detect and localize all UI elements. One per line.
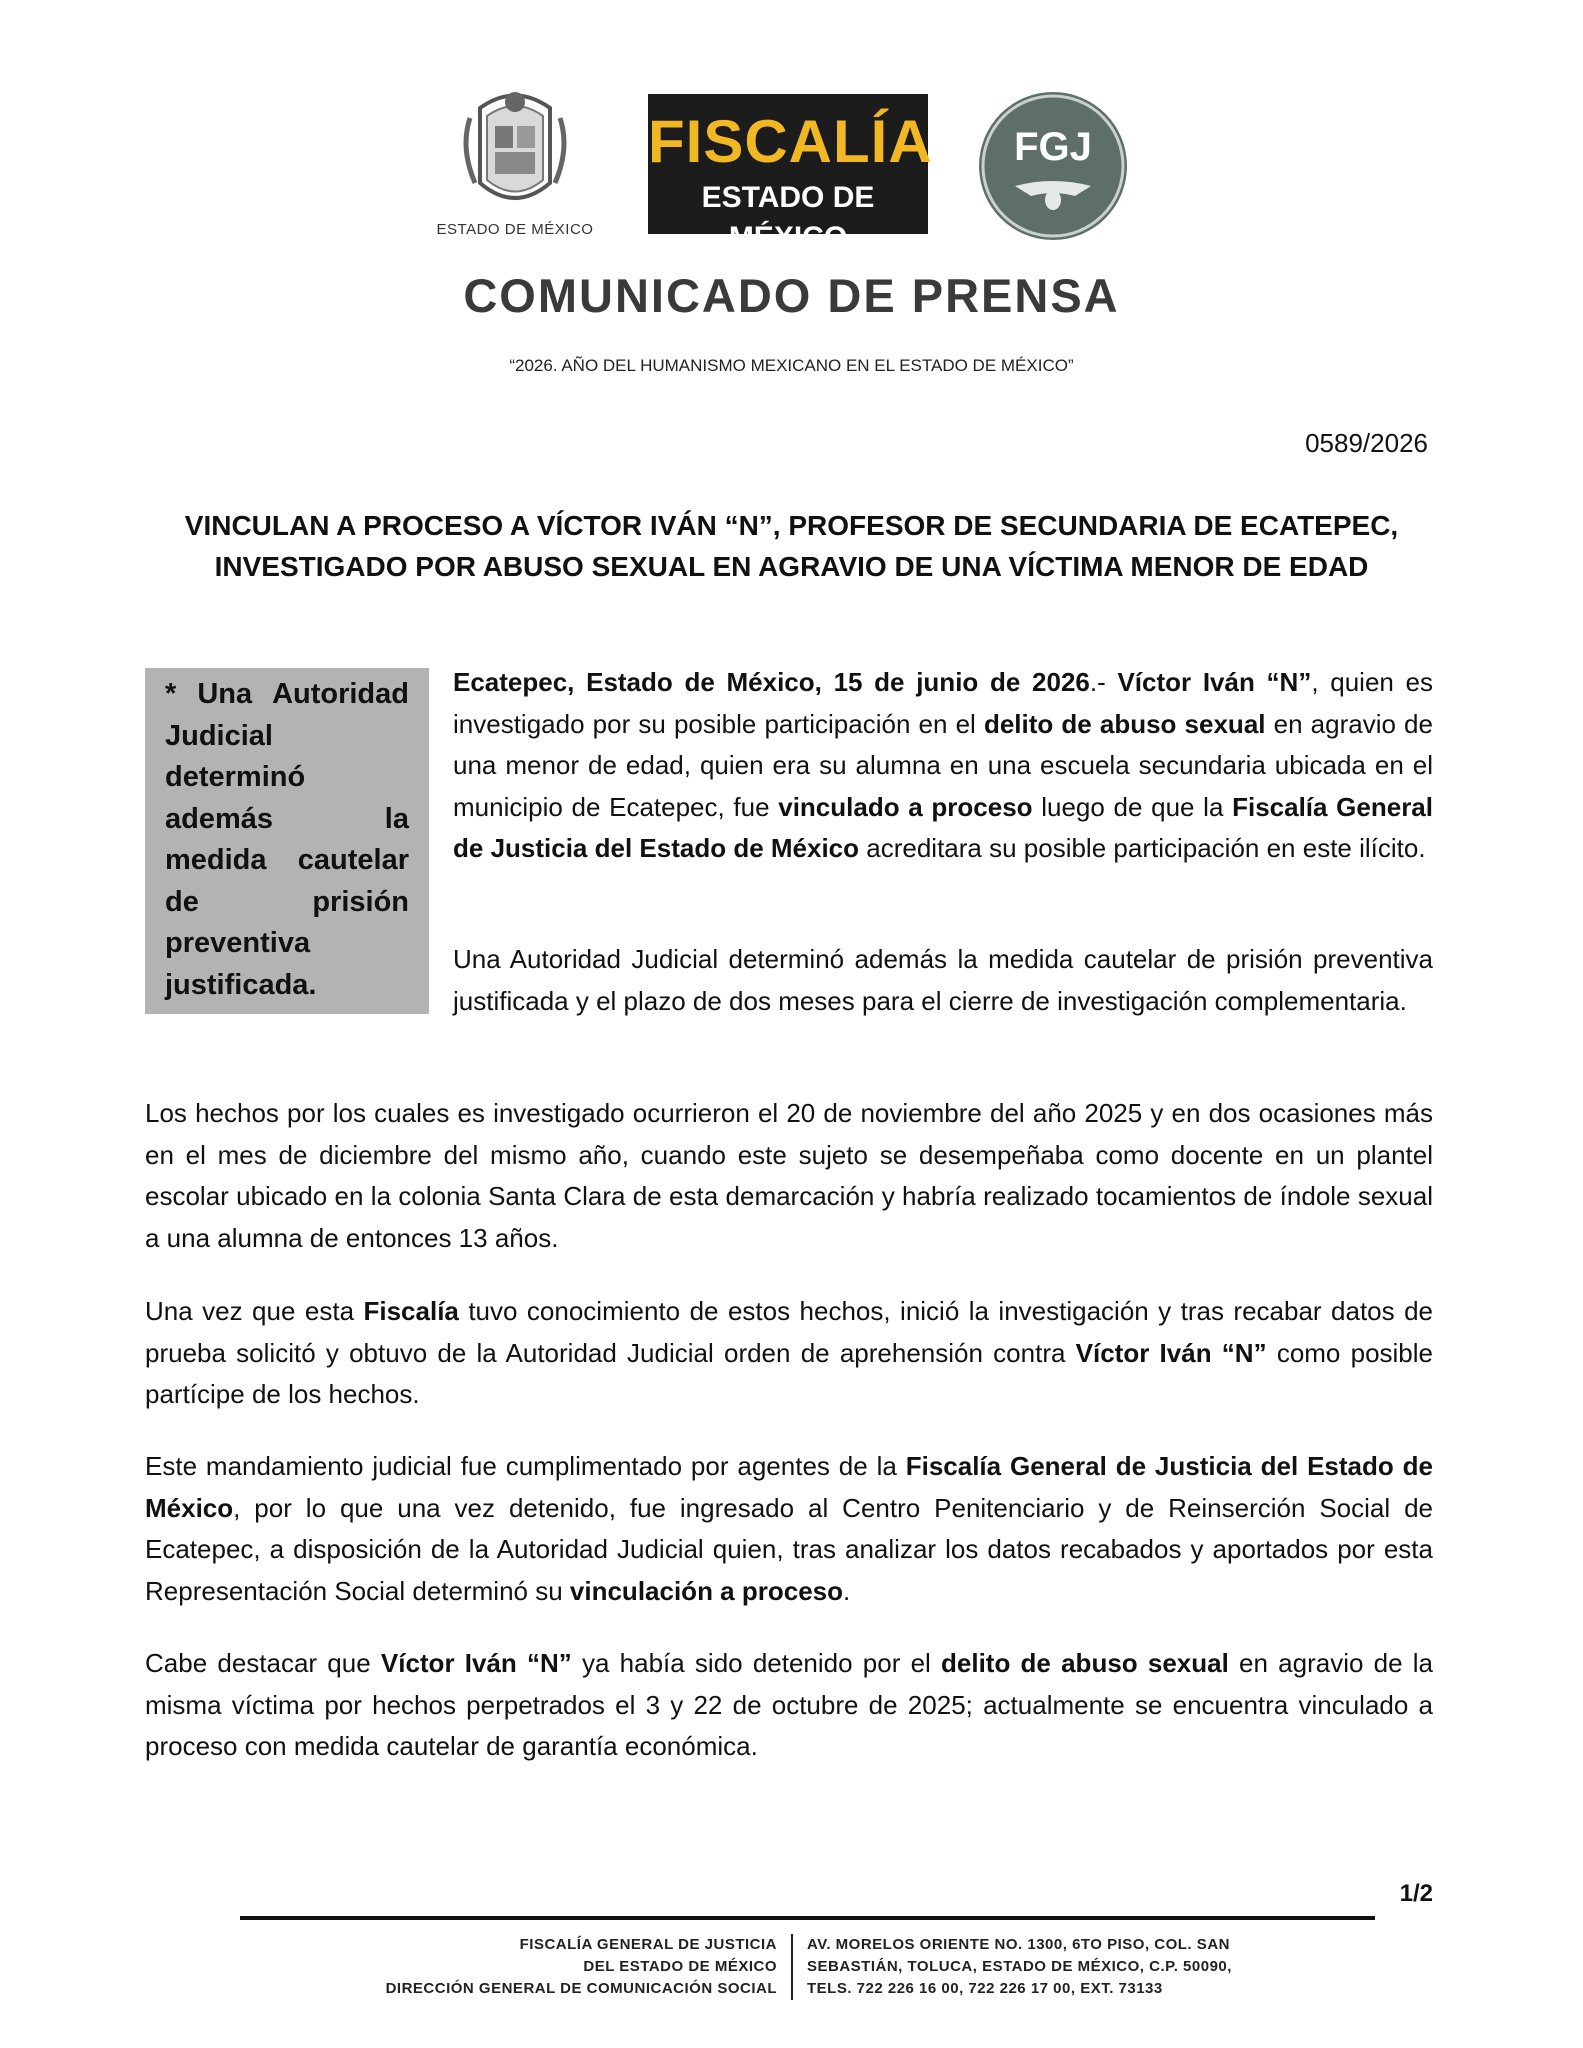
footer-left-line1: FISCALÍA GENERAL DE JUSTICIA <box>519 1936 777 1953</box>
accused-name: Víctor Iván “N” <box>380 1648 572 1678</box>
text-span: Cabe destacar que <box>145 1648 381 1678</box>
paragraph-5 <box>145 1446 1433 1612</box>
footer-institution <box>240 1934 777 2000</box>
fiscalia-emphasis: Fiscalía General de Justicia del Estado de México <box>145 1451 1433 1523</box>
fiscalia-logo-line2: ESTADO DE MÉXICO <box>701 181 875 254</box>
estado-de-mexico-logo <box>425 88 605 238</box>
text-span: luego de que la <box>1032 791 1233 822</box>
fiscalia-logo-line1: FISCALÍA <box>648 108 933 175</box>
text-span: , quien es investigado por su posible participación en el <box>453 667 1434 739</box>
text-span: Una vez que esta <box>145 1296 364 1326</box>
text-span: , por lo que una vez detenido, fue ingresado al Centro Penitenciario y de Reinserción Social de Ecatepec, a disposición de la Autoridad Judicial quien, tras analizar los datos recabados y aportados por esta Representación Social determinó su <box>145 1492 1433 1606</box>
fgj-seal-icon <box>975 88 1131 244</box>
paragraph-2-text: Una Autoridad Judicial determinó además la medida cautelar de prisión preventiva justificada y el plazo de dos meses para el cierre de investigación complementaria. <box>453 944 1433 1016</box>
page-number: 1/2 <box>1399 1880 1433 1907</box>
crime-emphasis: delito de abuso sexual <box>941 1648 1229 1678</box>
estado-de-mexico-coat-of-arms-icon <box>425 88 605 218</box>
dateline: Ecatepec, Estado de México, 15 de junio de 2026 <box>453 667 1090 697</box>
text-span: tuvo conocimiento de estos hechos, inició la investigación y tras recabar datos de prueba solicitó y obtuvo de la Autoridad Judicial orden de aprehensión contra <box>145 1296 1433 1368</box>
footer-right-line2: SEBASTIÁN, TOLUCA, ESTADO DE MÉXICO, C.P. 50090, <box>807 1958 1232 1975</box>
highlight-box: * Una Autoridad Judicial determinó además la medida cautelar de prisión preventiva justificada. <box>145 668 429 1014</box>
text-span: Este mandamiento judicial fue cumplimentado por agentes de la <box>145 1451 906 1481</box>
headline: VINCULAN A PROCESO A VÍCTOR IVÁN “N”, PROFESOR DE SECUNDARIA DE ECATEPEC, INVESTIGADO POR ABUSO SEXUAL EN AGRAVIO DE UNA VÍCTIMA MENOR DE EDAD <box>184 510 1399 582</box>
fgj-logo <box>975 88 1131 244</box>
footer-left-line3: DIRECCIÓN GENERAL DE COMUNICACIÓN SOCIAL <box>385 1980 777 1997</box>
footer-right-line1: AV. MORELOS ORIENTE NO. 1300, 6TO PISO, COL. SAN <box>807 1936 1230 1953</box>
vinculacion-emphasis: vinculación a proceso <box>569 1575 843 1606</box>
footer-right-line3: TELS. 722 226 16 00, 722 226 17 00, EXT. 73133 <box>807 1980 1163 1997</box>
crime-emphasis: delito de abuso sexual <box>983 708 1266 739</box>
footer-left-line2: DEL ESTADO DE MÉXICO <box>583 1958 777 1975</box>
paragraph-2 <box>453 939 1433 1022</box>
paragraph-3 <box>145 1093 1433 1259</box>
paragraph-3-text: Los hechos por los cuales es investigado ocurrieron el 20 de noviembre del año 2025 y en dos ocasiones más en el mes de diciembre del mismo año, cuando este sujeto se desempeñaba como docente en un plantel escolar ubicado en la colonia Santa Clara de esta demarcación y habría realizado tocamientos de índole sexual a una alumna de entonces 13 años. <box>145 1098 1433 1253</box>
logo-bar <box>0 88 1583 254</box>
text-span: como posible partícipe de los hechos. <box>145 1337 1434 1409</box>
estado-de-mexico-label: ESTADO DE MÉXICO <box>436 221 594 238</box>
text-span: en agravio de una menor de edad, quien era su alumna en una escuela secundaria ubicada en el municipio de Ecatepec, fue <box>453 708 1433 822</box>
text-span: .- <box>1089 667 1118 697</box>
fiscalia-emphasis: Fiscalía <box>363 1296 459 1326</box>
footer-divider <box>240 1916 1375 1920</box>
page-title: COMUNICADO DE PRENSA <box>463 269 1120 322</box>
text-span: ya había sido detenido por el <box>571 1648 942 1678</box>
fiscalia-logo <box>648 94 933 254</box>
text-span: . <box>843 1575 851 1606</box>
accused-name: Víctor Iván “N” <box>1075 1337 1267 1368</box>
text-span: acreditara su posible participación en este ilícito. <box>859 833 1426 863</box>
accused-name: Víctor Iván “N” <box>1117 667 1312 697</box>
fgj-logo-text: FGJ <box>1014 125 1092 169</box>
year-motto: “2026. AÑO DEL HUMANISMO MEXICANO EN EL ESTADO DE MÉXICO” <box>509 356 1074 375</box>
fiscalia-emphasis: Fiscalía General de Justicia del Estado de México <box>453 791 1433 863</box>
document-number: 0589/2026 <box>1305 428 1428 458</box>
text-span: en agravio de la misma víctima por hechos perpetrados el 3 y 22 de octubre de 2025; actualmente se encuentra vinculado a proceso con medida cautelar de garantía económica. <box>145 1648 1434 1761</box>
paragraph-6 <box>145 1643 1433 1768</box>
vinculado-emphasis: vinculado a proceso <box>778 791 1033 822</box>
footer-address <box>807 1934 1367 2000</box>
paragraph-4 <box>145 1291 1433 1416</box>
paragraph-lead <box>453 662 1433 870</box>
footer-separator <box>791 1934 793 2000</box>
